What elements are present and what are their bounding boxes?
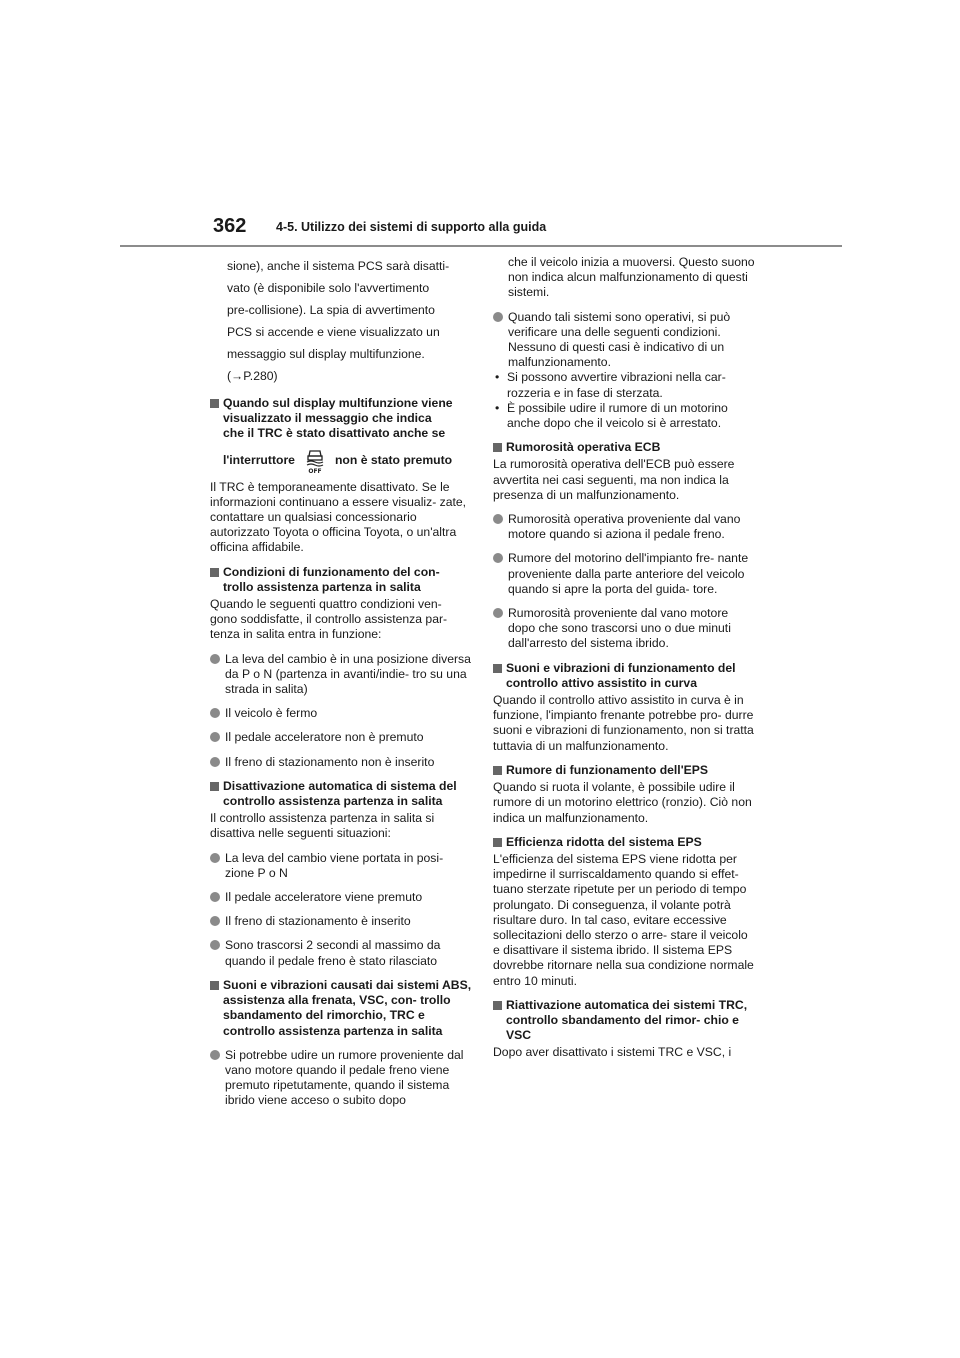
heading-square-icon	[210, 568, 219, 577]
continued-text	[210, 255, 472, 387]
bullet-icon	[210, 916, 220, 926]
left-column	[210, 255, 472, 1118]
bullet-icon	[210, 892, 220, 902]
bullet-icon	[210, 1050, 220, 1060]
heading-square-icon	[210, 782, 219, 791]
list-item: Il pedale acceleratore viene premuto	[210, 890, 472, 905]
page-number: 362	[213, 215, 247, 237]
sub-list	[493, 370, 755, 431]
list-item: Sono trascorsi 2 secondi al massimo da quando il pedale freno è stato rilasciato	[210, 938, 472, 968]
bullet-icon	[493, 553, 503, 563]
header-rule	[120, 245, 842, 247]
section-heading: Disattivazione automatica di sistema del controllo assistenza partenza in salita	[210, 779, 472, 809]
list-item: Il pedale acceleratore non è premuto	[210, 730, 472, 745]
heading-square-icon	[493, 838, 502, 847]
paragraph: Il controllo assistenza partenza in salita si disattiva nelle seguenti situazioni:	[210, 811, 435, 841]
bullet-icon	[210, 732, 220, 742]
bullet-icon	[210, 654, 220, 664]
list-item: La leva del cambio viene portata in posi- zione P o N	[210, 851, 472, 881]
section-heading: Condizioni di funzionamento del con- trollo assistenza partenza in salita	[210, 565, 472, 595]
heading-square-icon	[493, 443, 502, 452]
paragraph: Quando le seguenti quattro condizioni ven- gono soddisfatte, il controllo assistenza par- tenza in salita entra in funzione:	[210, 597, 448, 642]
heading-square-icon	[493, 766, 502, 775]
dot-marker: •	[495, 370, 500, 385]
trc-off-text: OFF	[308, 467, 322, 474]
text-line: pre-collisione). La spia di avvertimento	[227, 303, 435, 317]
trc-off-icon	[303, 448, 327, 474]
bullet-icon	[210, 708, 220, 718]
list-item: Il freno di stazionamento non è inserito	[210, 755, 472, 770]
bullet-icon	[493, 608, 503, 618]
paragraph: L'efficienza del sistema EPS viene ridotta per impedirne il surriscaldamento quando si effet- tuano sterzate ripetute per un periodo di tempo prolungato. Di conseguenza, il volante potrà risultare duro. In tal caso, evitare eccessive sollecitazioni dello sterzo o arre- stare il veicolo e disattivare il sistema ibrido. Il sistema EPS dovrebbe ritornare nella sua condizione normale entro 10 minuti.	[493, 851, 754, 988]
paragraph: Dopo aver disattivato i sistemi TRC e VSC, i	[493, 1045, 732, 1060]
list-item: Rumore del motorino dell'impianto fre- nante proveniente dalla parte anteriore del veicolo quando si apre la porta del guida- tore.	[493, 551, 755, 597]
section-heading: Riattivazione automatica dei sistemi TRC, controllo sbandamento del rimor- chio e VSC	[493, 998, 755, 1044]
bullet-icon	[210, 853, 220, 863]
right-column	[493, 255, 755, 1070]
text-line: sione), anche il sistema PCS sarà disatti-	[227, 259, 450, 273]
heading-square-icon	[493, 664, 502, 673]
text-line: messaggio sul display multifunzione.	[227, 347, 425, 361]
page-reference: (→P.280)	[227, 369, 278, 383]
bullet-icon	[210, 757, 220, 767]
section-heading: Efficienza ridotta del sistema EPS	[493, 835, 755, 850]
list-item: Il veicolo è fermo	[210, 706, 472, 721]
bullet-icon	[493, 312, 503, 322]
section-heading: Rumore di funzionamento dell'EPS	[493, 763, 755, 778]
section-heading: Suoni e vibrazioni di funzionamento del controllo attivo assistito in curva	[493, 661, 755, 691]
list-item: Rumorosità operativa proveniente dal vano motore quando si aziona il pedale freno.	[493, 512, 755, 542]
sub-list-item: • È possibile udire il rumore di un motorino anche dopo che il veicolo si è arrestato.	[495, 400, 728, 431]
section-heading: Quando sul display multifunzione viene visualizzato il messaggio che indica che il TRC è stato disattivato anche se l'interruttore OFF non è stato premuto	[210, 396, 472, 474]
heading-square-icon	[493, 1001, 502, 1010]
list-item: Rumorosità proveniente dal vano motore dopo che sono trascorsi uno o due minuti dall'arresto del sistema ibrido.	[493, 606, 755, 652]
section-heading: Rumorosità operativa ECB	[493, 440, 755, 455]
paragraph: Quando si ruota il volante, è possibile udire il rumore di un motorino elettrico (ronzio). Ciò non indica un malfunzionamento.	[493, 780, 752, 825]
continued-text: che il veicolo inizia a muoversi. Questo suono non indica alcun malfunzionamento di questi sistemi.	[508, 255, 755, 300]
list-item: La leva del cambio è in una posizione diversa da P o N (partenza in avanti/indie- tro su una strada in salita)	[210, 652, 472, 698]
list-item: Si potrebbe udire un rumore proveniente dal vano motore quando il pedale freno viene premuto ripetutamente, quando il sistema ibrido viene acceso o subito dopo	[210, 1048, 472, 1109]
paragraph: Quando il controllo attivo assistito in curva è in funzione, l'impianto frenante potrebbe pro- durre suoni e vibrazioni di funzionamento, non si tratta tuttavia di un malfunzionamento.	[493, 693, 754, 753]
text-line: PCS si accende e viene visualizzato un	[227, 325, 440, 339]
bullet-icon	[210, 940, 220, 950]
paragraph: La rumorosità operativa dell'ECB può essere avvertita nei casi seguenti, ma non indica la presenza di un malfunzionamento.	[493, 457, 735, 502]
list-item: Il freno di stazionamento è inserito	[210, 914, 472, 929]
section-heading: Suoni e vibrazioni causati dai sistemi ABS, assistenza alla frenata, VSC, con- trollo sbandamento del rimorchio, TRC e controllo assistenza partenza in salita	[210, 978, 472, 1039]
text-line: vato (è disponibile solo l'avvertimento	[227, 281, 430, 295]
heading-square-icon	[210, 399, 219, 408]
section-title: 4-5. Utilizzo dei sistemi di supporto alla guida	[276, 220, 547, 234]
heading-square-icon	[210, 981, 219, 990]
sub-list-item: • Si possono avvertire vibrazioni nella car- rozzeria e in fase di sterzata.	[495, 370, 726, 400]
paragraph: Il TRC è temporaneamente disattivato. Se le informazioni continuano a essere visualiz- zate, contattare un qualsiasi concessionario autorizzato Toyota o officina Toyota, o un'altra officina affidabile.	[210, 479, 467, 555]
list-item: Quando tali sistemi sono operativi, si può verificare una delle seguenti condizioni. Nessuno di questi casi è indicativo di un malfunzionamento.	[493, 310, 755, 371]
dot-marker: •	[495, 400, 500, 415]
page-header	[0, 0, 960, 250]
bullet-icon	[493, 514, 503, 524]
